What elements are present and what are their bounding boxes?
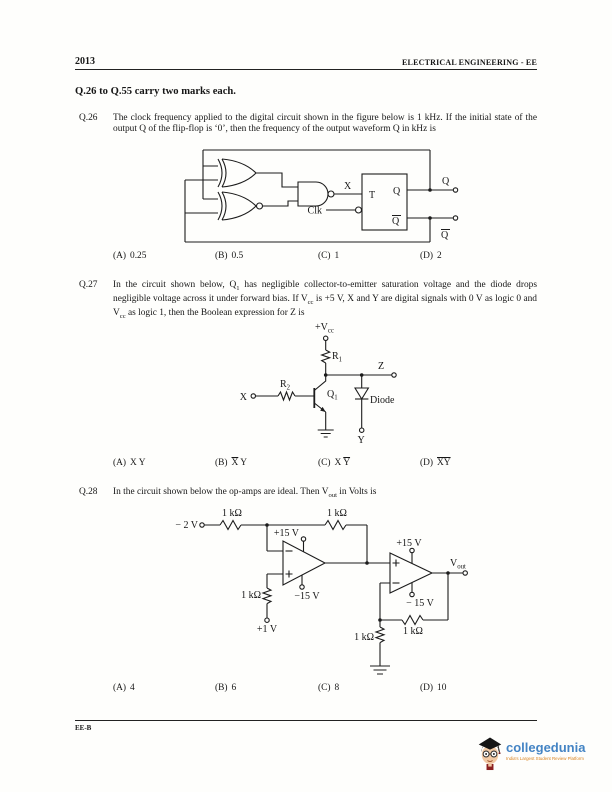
y-terminal [360,428,364,432]
header-title: ELECTRICAL ENGINEERING - EE [402,58,537,67]
option-d: (D) $\overline{XY}$ [420,458,451,468]
q-output-terminal [453,188,457,192]
rgnd-label: 1 kΩ [354,632,374,643]
q27-text: In the circuit shown below, $Q_1$ has negligible collector-to-emitter saturation voltage and the diode drops negligible voltage across it under forward bias. If $V_{cc}$ is +5 V, X and Y are digital signals with 0 V as logic 0 and $V_{cc}$ as logic 1, then the Boolean expression for Z is [113,280,537,321]
plus15-terminal-1 [301,537,305,541]
q-output-label: Q [442,176,450,187]
section-heading: Q.26 to Q.55 carry two marks each. [75,86,236,97]
q26-options [75,251,537,264]
qbar-inside-label: Q [392,216,400,227]
q27-number: Q.27 [79,280,98,290]
rfb-label: 1 kΩ [327,508,347,519]
q26-text: The clock frequency applied to the digital circuit shown in the figure below is 1 kHz. If the initial state of the output Q of the flip-flop is ‘0’, then the frequency of the output waveform Q in kHz is [113,113,537,135]
diode-label: Diode [370,395,395,406]
y-label: Y [357,435,365,446]
vout-label: $V_{out}$ [450,558,466,571]
base-branch [251,392,314,400]
clk-label: Clk [307,205,322,217]
r1-label: $R_1$ [332,351,343,364]
rplus-label: 1 kΩ [241,590,261,601]
vcc-terminal [324,336,328,340]
q28-number: Q.28 [79,487,98,497]
option-c: (C) 1 [318,251,340,261]
minus15-label-1: −15 V [294,591,320,602]
ground-symbol [370,666,390,674]
clock-bubble [356,207,362,213]
option-b: (B) 6 [215,683,237,693]
q27-figure-transistor-circuit [230,318,430,458]
q28-options [75,683,537,696]
minus15-terminal-1 [300,585,304,589]
rfb2-label: 1 kΩ [403,626,423,637]
page-header [75,56,537,70]
q1-label: $Q_1$ [327,389,338,402]
x-net-label: X [344,181,352,192]
option-d: (D) 2 [420,251,442,261]
vin-label: − 2 V [175,520,198,531]
plus-input-sign [286,571,293,578]
output-branch [432,571,467,620]
junction-dot [428,216,432,220]
logo-tagline: India's Largest Student Review Platform [506,755,584,761]
diode-branch [355,375,368,432]
x-label: X [239,392,247,403]
mascot-icon [477,733,503,775]
junction-dot [378,618,382,622]
option-c: (C) 8 [318,683,340,693]
junction-dot [365,561,369,565]
q-inside-label: Q [393,186,401,197]
plus1v-terminal [265,618,269,622]
plus-input-sign [393,560,400,567]
vin-terminal [200,523,204,527]
plus15-label-1: +15 V [273,528,299,539]
vcc-label: $+V_{cc}$ [315,322,334,335]
vout-terminal [463,571,467,575]
collegedunia-logo [477,733,585,775]
junction-dot [324,373,328,377]
plus15-label-2: +15 V [396,538,422,549]
junction-dot [428,188,432,192]
q28-text: In the circuit shown below the op-amps are ideal. Then $V_{out}$ in Volts is [113,487,377,499]
minus15-label-2: − 15 V [406,598,434,609]
plus1v-label: +1 V [256,624,278,635]
q26-figure-digital-circuit [170,146,470,246]
q26-number: Q.26 [79,113,98,123]
q28-figure-opamp-circuit [162,503,472,688]
junction-dot [360,373,364,377]
option-b: (B) 0.5 [215,251,244,261]
xor-gate [218,159,256,187]
xnor-gate [218,192,263,220]
option-a: (A) X Y [113,458,146,468]
option-c: (C) X $\overline{Y}$ [318,458,351,468]
z-label: Z [378,361,385,372]
t-input-label: T [369,190,376,201]
x-terminal [251,394,255,398]
footer-rule [75,720,537,721]
junction-dot [446,571,450,575]
option-a: (A) 0.25 [113,251,147,261]
vcc-branch [322,336,330,375]
qbar-output-label: Q [441,230,449,241]
opamp-2 [390,548,432,596]
rin-label: 1 kΩ [222,508,242,519]
option-d: (D) 10 [420,683,447,693]
qbar-output-terminal [453,216,457,220]
option-b: (B) $\overline{X}$ Y [215,458,248,468]
r2-label: $R_2$ [280,379,291,392]
logo-brand-text: collegedunia [506,740,586,755]
paper-code: EE-B [75,724,92,732]
header-year: 2013 [75,56,95,67]
ground-symbol [318,430,334,437]
z-terminal [392,373,396,377]
junction-dot [265,523,269,527]
plus-input-branch [263,574,283,622]
minus15-terminal-2 [410,592,414,596]
option-a: (A) 4 [113,683,135,693]
q27-options [75,458,537,471]
opamp-1 [283,537,325,589]
npn-transistor [314,375,333,437]
